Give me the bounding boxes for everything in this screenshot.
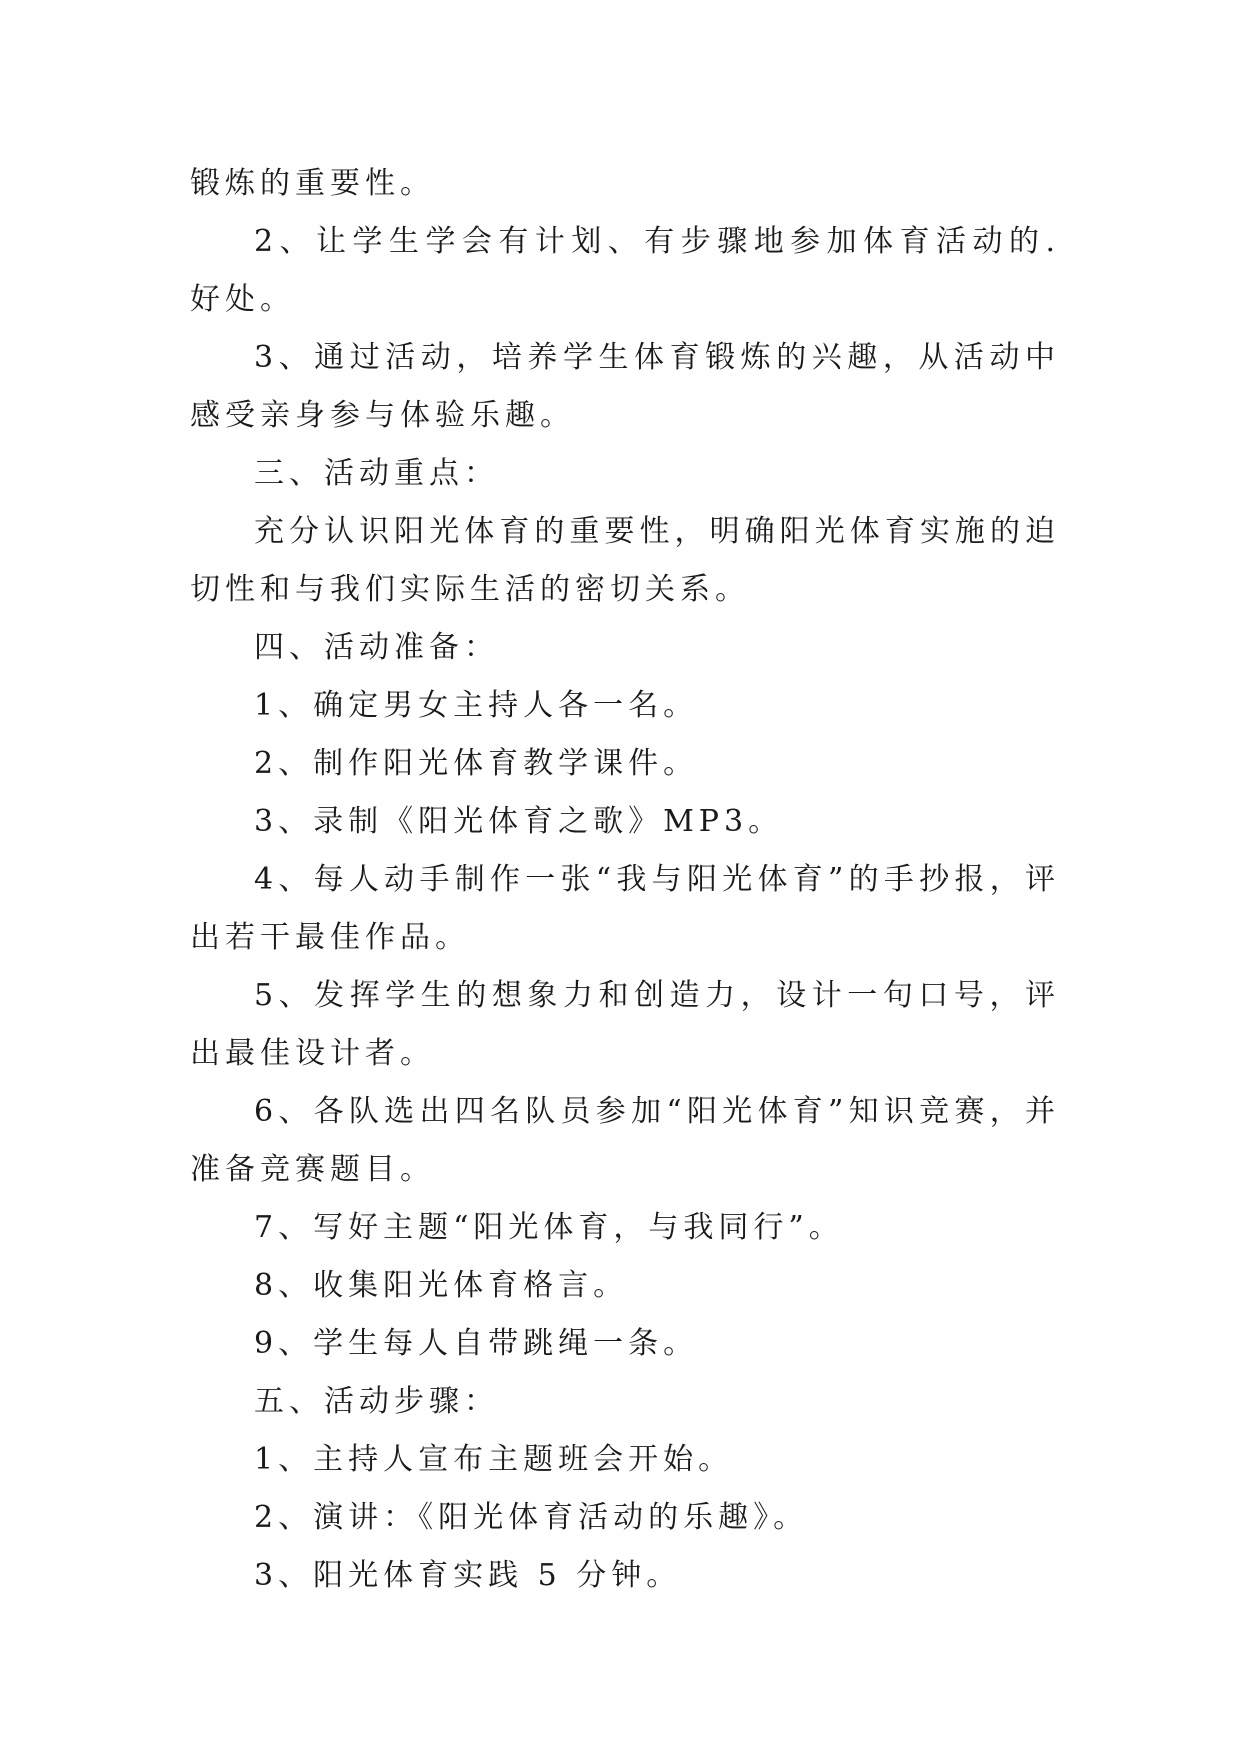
prep-item-3: 3、录制《阳光体育之歌》MP3。 bbox=[254, 804, 784, 839]
section-heading-preparation: 四、活动准备： bbox=[254, 630, 499, 665]
section-heading-focus: 三、活动重点： bbox=[254, 456, 499, 491]
prep-item-6: 6、各队选出四名队员参加“阳光体育”知识竞赛，并准备竞赛题目。 bbox=[190, 1094, 1060, 1187]
paragraph-goal-2: 2、让学生学会有计划、有步骤地参加体育活动的.好处。 bbox=[190, 224, 1060, 317]
prep-item-1: 1、确定男女主持人各一名。 bbox=[254, 688, 699, 723]
section-heading-steps: 五、活动步骤： bbox=[254, 1384, 499, 1419]
step-item-1: 1、主持人宣布主题班会开始。 bbox=[254, 1442, 734, 1477]
step-item-3: 3、阳光体育实践 5 分钟。 bbox=[254, 1558, 682, 1593]
paragraph-continuation: 锻炼的重要性。 bbox=[190, 166, 435, 201]
paragraph-goal-3: 3、通过活动，培养学生体育锻炼的兴趣，从活动中感受亲身参与体验乐趣。 bbox=[190, 340, 1060, 433]
prep-item-2: 2、制作阳光体育教学课件。 bbox=[254, 746, 699, 781]
paragraph-focus: 充分认识阳光体育的重要性，明确阳光体育实施的迫切性和与我们实际生活的密切关系。 bbox=[190, 514, 1060, 607]
prep-item-7: 7、写好主题“阳光体育，与我同行”。 bbox=[254, 1210, 844, 1245]
prep-item-8: 8、收集阳光体育格言。 bbox=[254, 1268, 629, 1303]
prep-item-4: 4、每人动手制作一张“我与阳光体育”的手抄报，评出若干最佳作品。 bbox=[190, 862, 1060, 955]
prep-item-9: 9、学生每人自带跳绳一条。 bbox=[254, 1326, 699, 1361]
document-page bbox=[190, 155, 1060, 1605]
prep-item-5: 5、发挥学生的想象力和创造力，设计一句口号，评出最佳设计者。 bbox=[190, 978, 1060, 1071]
step-item-2: 2、演讲：《阳光体育活动的乐趣》。 bbox=[254, 1500, 809, 1535]
